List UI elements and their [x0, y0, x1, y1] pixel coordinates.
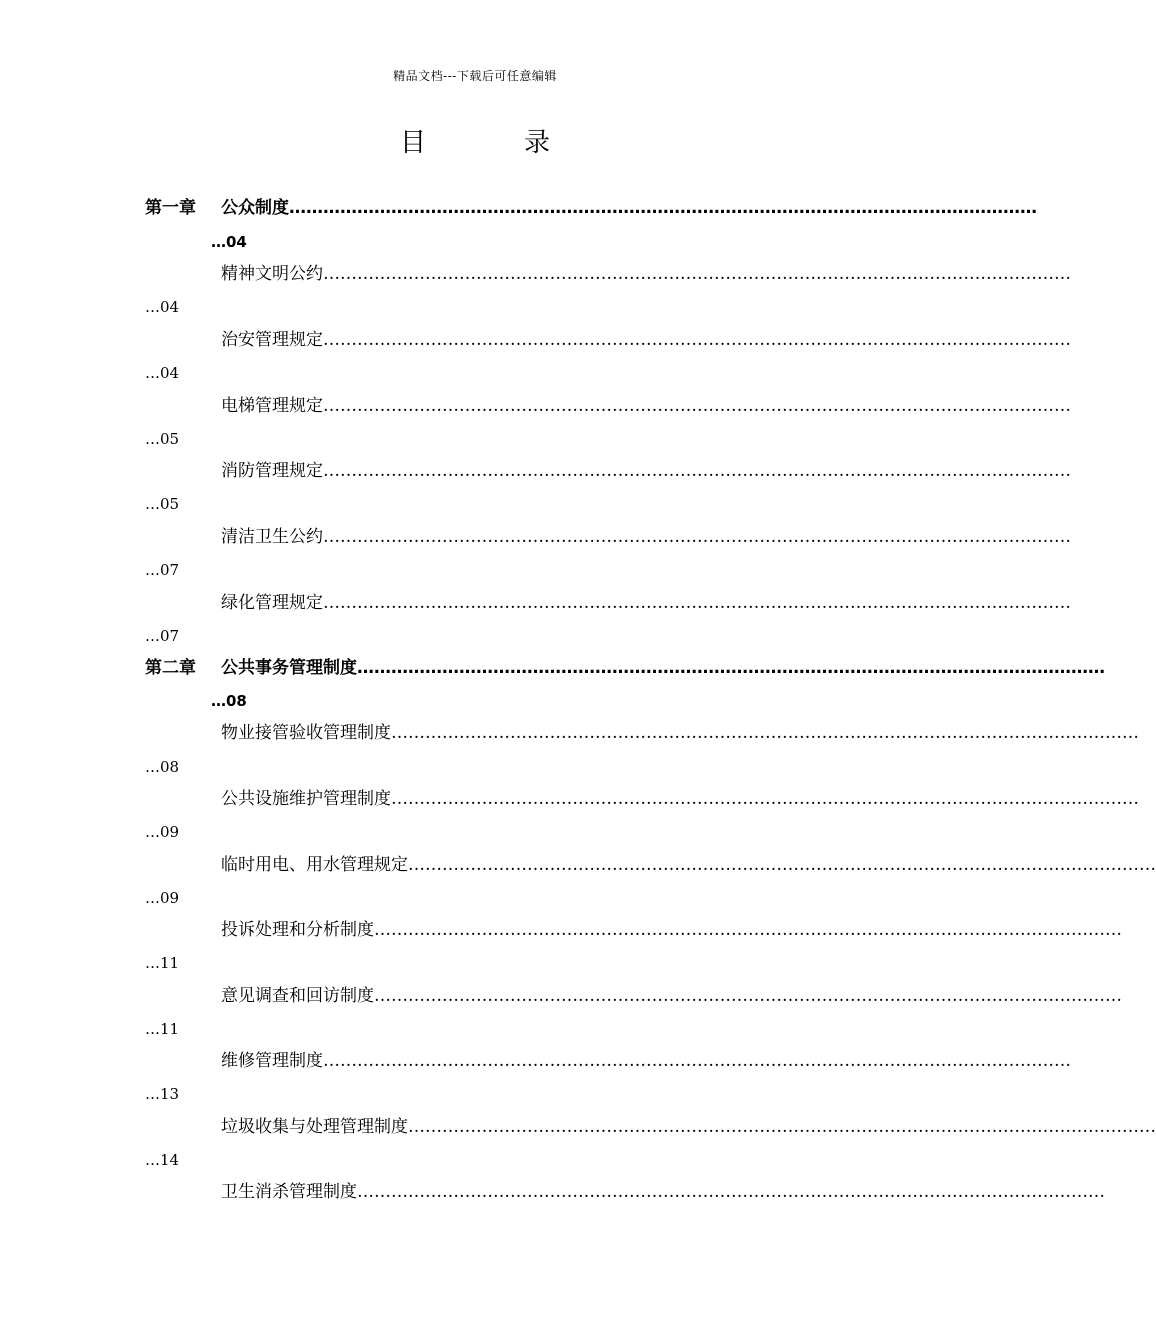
toc-entry[interactable]	[221, 327, 1071, 353]
entry-title: 清洁卫生公约	[221, 527, 323, 547]
leader-dots: ……………………………………………………………………………………………………………………	[323, 330, 1071, 350]
leader-dots: ……………………………………………………………………………………………………………………	[408, 855, 1156, 875]
page-title: 目 录	[399, 128, 586, 158]
entry-page: …07	[145, 627, 180, 645]
chapter-number: 第一章	[145, 198, 196, 218]
entry-page: …09	[145, 823, 180, 841]
leader-dots: ……………………………………………………………………………………………………………………	[374, 986, 1122, 1006]
toc-entry[interactable]	[221, 458, 1071, 484]
leader-dots: ……………………………………………………………………………………………………………………	[357, 1182, 1105, 1202]
toc-chapter-2-page: …08	[211, 692, 247, 710]
entry-page: …08	[145, 758, 180, 776]
entry-title: 物业接管验收管理制度	[221, 723, 391, 743]
leader-dots: ……………………………………………………………………………………………………………………	[323, 264, 1071, 284]
leader-dots: ……………………………………………………………………………………………………………………	[391, 723, 1139, 743]
toc-entry[interactable]	[221, 261, 1071, 287]
entry-page: …07	[145, 561, 180, 579]
entry-page: …11	[145, 954, 180, 972]
toc-entry[interactable]	[221, 1048, 1071, 1074]
entry-title: 公共设施维护管理制度	[221, 789, 391, 809]
entry-title: 精神文明公约	[221, 264, 323, 284]
toc-entry[interactable]	[221, 590, 1071, 616]
toc-entry[interactable]	[221, 1114, 1156, 1140]
toc-entry[interactable]	[221, 786, 1139, 812]
toc-chapter-1-page: …04	[211, 233, 247, 251]
toc-chapter-2[interactable]	[145, 655, 1105, 681]
leader-dots: ……………………………………………………………………………………………………………………	[408, 1117, 1156, 1137]
chapter-title: 公众制度	[221, 198, 289, 218]
entry-page: …09	[145, 889, 180, 907]
entry-title: 卫生消杀管理制度	[221, 1182, 357, 1202]
leader-dots: ……………………………………………………………………………………………………………………	[357, 658, 1105, 678]
leader-dots: ……………………………………………………………………………………………………………………	[323, 396, 1071, 416]
leader-dots: ……………………………………………………………………………………………………………………	[289, 198, 1037, 218]
entry-page: …05	[145, 495, 180, 513]
entry-page: …04	[145, 298, 180, 316]
toc-chapter-1[interactable]	[145, 195, 1037, 221]
leader-dots: ……………………………………………………………………………………………………………………	[323, 461, 1071, 481]
entry-title: 治安管理规定	[221, 330, 323, 350]
leader-dots: ……………………………………………………………………………………………………………………	[323, 1051, 1071, 1071]
leader-dots: ……………………………………………………………………………………………………………………	[391, 789, 1139, 809]
entry-title: 绿化管理规定	[221, 593, 323, 613]
chapter-number: 第二章	[145, 658, 196, 678]
toc-entry[interactable]	[221, 983, 1122, 1009]
entry-page: …13	[145, 1085, 180, 1103]
entry-page: …14	[145, 1151, 180, 1169]
leader-dots: ……………………………………………………………………………………………………………………	[323, 527, 1071, 547]
entry-page: …04	[145, 364, 180, 382]
entry-page: …11	[145, 1020, 180, 1038]
toc-entry[interactable]	[221, 393, 1071, 419]
entry-title: 投诉处理和分析制度	[221, 920, 374, 940]
entry-title: 垃圾收集与处理管理制度	[221, 1117, 408, 1137]
toc-entry[interactable]	[221, 524, 1071, 550]
entry-title: 意见调查和回访制度	[221, 986, 374, 1006]
entry-title: 维修管理制度	[221, 1051, 323, 1071]
leader-dots: ……………………………………………………………………………………………………………………	[323, 593, 1071, 613]
leader-dots: ……………………………………………………………………………………………………………………	[374, 920, 1122, 940]
chapter-title: 公共事务管理制度	[221, 658, 357, 678]
toc-entry[interactable]	[221, 852, 1156, 878]
toc-entry[interactable]	[221, 917, 1122, 943]
entry-title: 消防管理规定	[221, 461, 323, 481]
toc-entry[interactable]	[221, 1179, 1105, 1205]
page-header: 精品文档---下载后可任意编辑	[393, 69, 557, 83]
entry-title: 临时用电、用水管理规定	[221, 855, 408, 875]
toc-entry[interactable]	[221, 720, 1139, 746]
entry-page: …05	[145, 430, 180, 448]
entry-title: 电梯管理规定	[221, 396, 323, 416]
